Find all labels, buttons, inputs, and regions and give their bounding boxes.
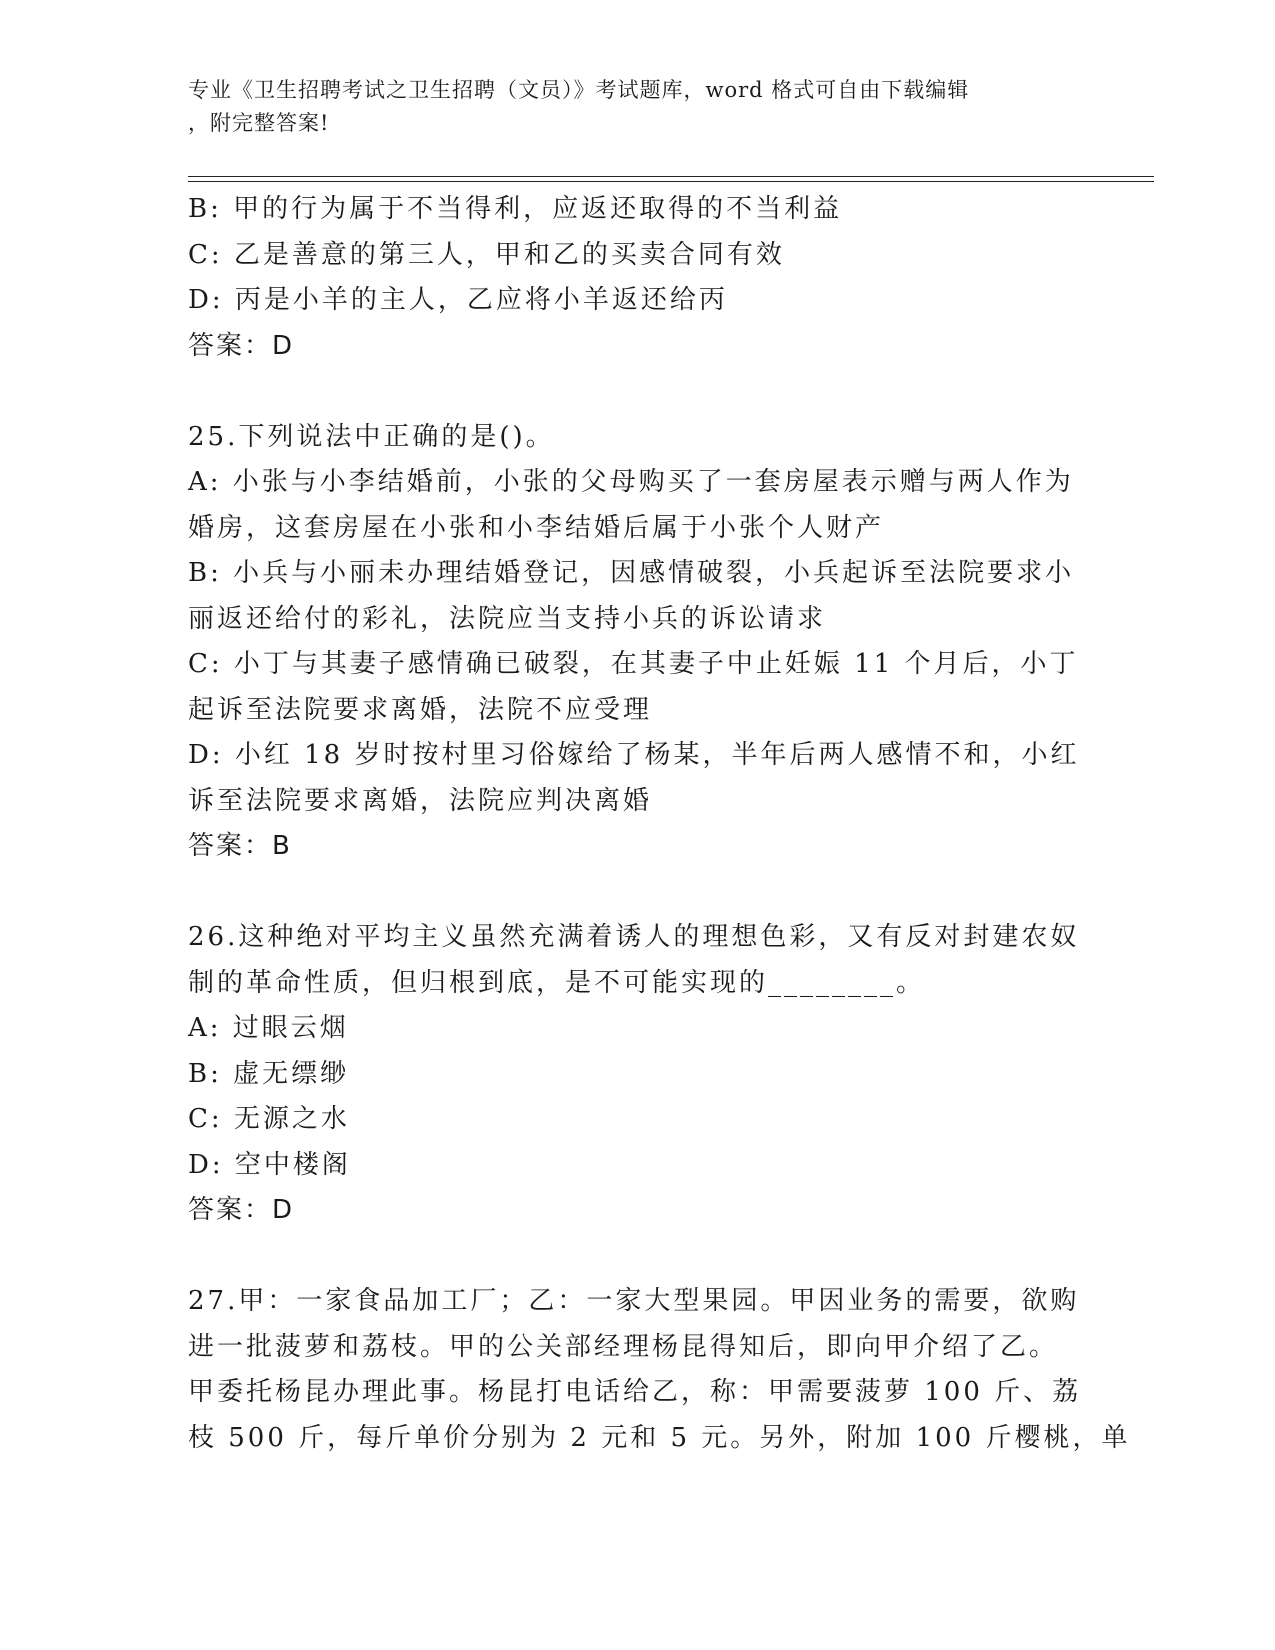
question-24 xyxy=(188,187,1078,369)
question-stem-cont: 制的革命性质，但归根到底，是不可能实现的________。 xyxy=(188,967,926,998)
option-c-cont: 起诉至法院要求离婚，法院不应受理 xyxy=(188,694,653,725)
question-25 xyxy=(188,415,1078,870)
option-c: C: 无源之水 xyxy=(188,1104,350,1134)
spacer xyxy=(188,1234,1078,1280)
answer: 答案：B xyxy=(188,831,292,861)
option-a: A: 过眼云烟 xyxy=(188,1013,349,1043)
question-stem: 26.这种绝对平均主义虽然充满着诱人的理想色彩，又有反对封建农奴 xyxy=(188,922,1080,952)
question-stem-cont: 甲委托杨昆办理此事。杨昆打电话给乙，称：甲需要菠萝 100 斤、荔 xyxy=(188,1377,1082,1407)
answer: 答案：D xyxy=(188,330,295,361)
option-c: C: 小丁与其妻子感情确已破裂，在其妻子中止妊娠 11 个月后，小丁 xyxy=(188,649,1079,679)
question-stem: 25.下列说法中正确的是()。 xyxy=(188,421,555,452)
question-list xyxy=(188,187,1131,1461)
question-stem-cont: 枝 500 斤，每斤单价分别为 2 元和 5 元。另外，附加 100 斤樱桃，单 xyxy=(188,1422,1131,1453)
spacer xyxy=(188,369,1078,415)
option-b-cont: 丽返还给付的彩礼，法院应当支持小兵的诉讼请求 xyxy=(188,603,827,634)
option-d: D: 小红 18 岁时按村里习俗嫁给了杨某，半年后两人感情不和，小红 xyxy=(188,740,1080,770)
question-27 xyxy=(188,1279,1131,1461)
header-divider-bottom xyxy=(188,181,1154,182)
option-a-cont: 婚房，这套房屋在小张和小李结婚后属于小张个人财产 xyxy=(188,512,885,543)
header-line-2: ，附完整答案! xyxy=(188,111,330,135)
answer: 答案：D xyxy=(188,1195,295,1225)
spacer xyxy=(188,870,1078,916)
option-b: B: 甲的行为属于不当得利，应返还取得的不当利益 xyxy=(188,194,843,224)
question-stem-cont: 进一批菠萝和荔枝。甲的公关部经理杨昆得知后，即向甲介绍了乙。 xyxy=(188,1331,1059,1362)
option-b: B: 虚无缥缈 xyxy=(188,1058,350,1089)
option-d: D: 空中楼阁 xyxy=(188,1149,351,1180)
option-b: B: 小兵与小丽未办理结婚登记，因感情破裂，小兵起诉至法院要求小 xyxy=(188,558,1075,588)
option-d-cont: 诉至法院要求离婚，法院应判决离婚 xyxy=(188,785,653,816)
header-divider-top xyxy=(188,176,1154,177)
document-header xyxy=(188,74,1068,140)
question-26 xyxy=(188,915,1078,1234)
option-c: C: 乙是善意的第三人，甲和乙的买卖合同有效 xyxy=(188,239,785,270)
header-line-1: 专业《卫生招聘考试之卫生招聘（文员）》考试题库，word 格式可自由下载编辑 xyxy=(188,78,970,102)
option-a: A: 小张与小李结婚前，小张的父母购买了一套房屋表示赠与两人作为 xyxy=(188,467,1074,497)
question-stem: 27.甲：一家食品加工厂；乙：一家大型果园。甲因业务的需要，欲购 xyxy=(188,1286,1080,1316)
option-d: D: 丙是小羊的主人，乙应将小羊返还给丙 xyxy=(188,285,728,315)
